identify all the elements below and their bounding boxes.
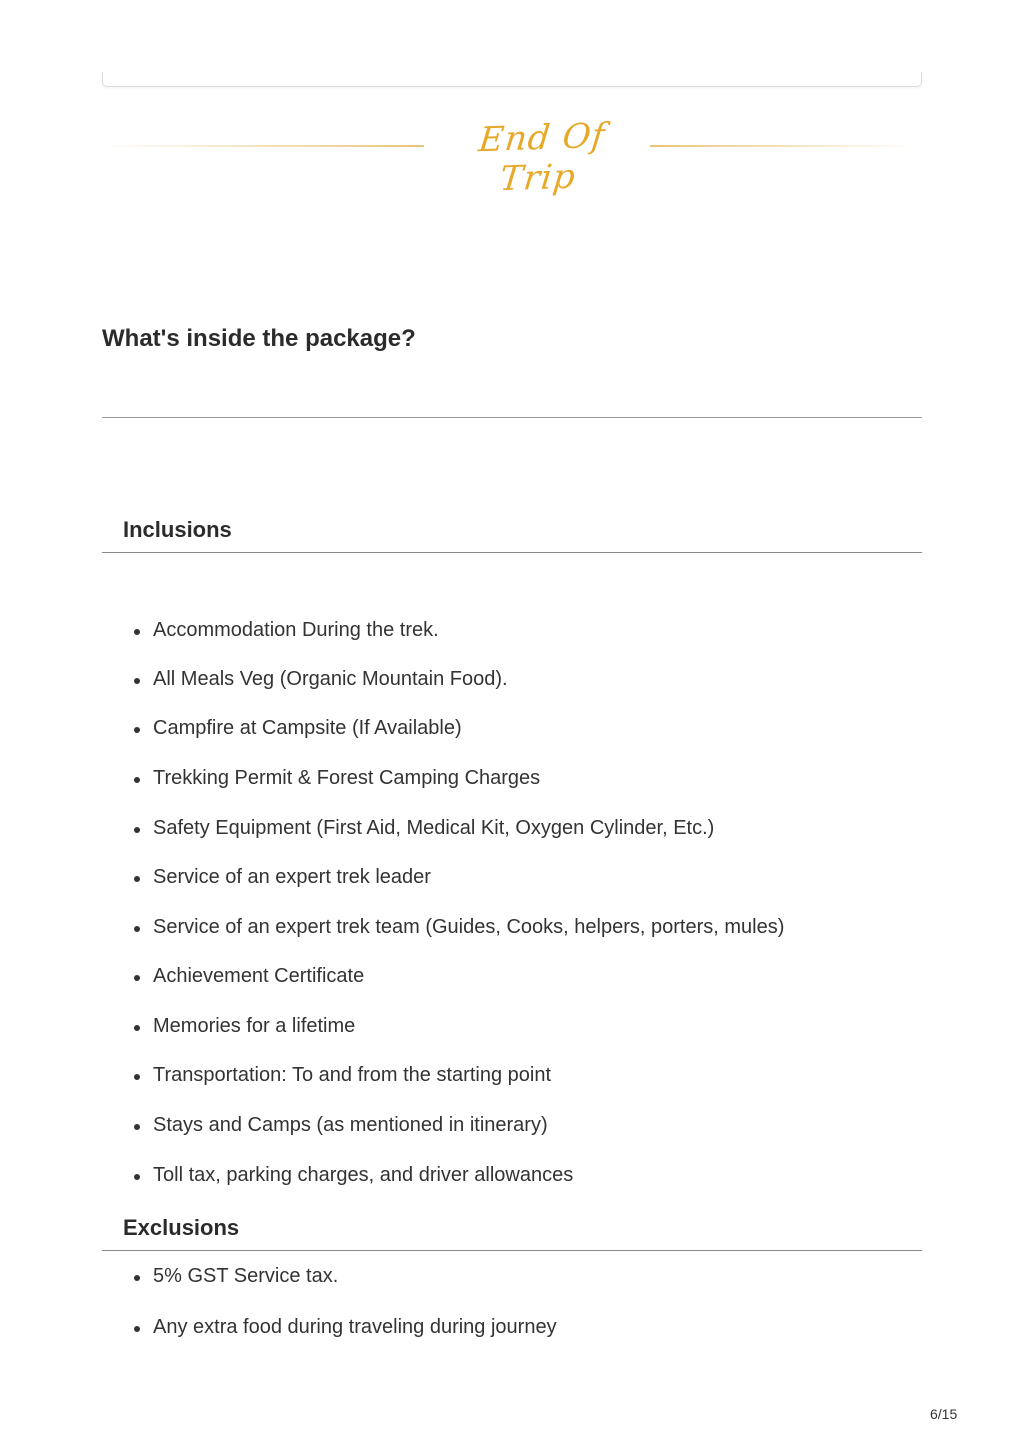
page-title: What's inside the package?: [102, 325, 416, 352]
exclusions-title: Exclusions: [123, 1215, 240, 1240]
inclusions-divider: [102, 552, 922, 553]
end-of-trip-logo: [440, 108, 640, 200]
top-card-edge: [102, 72, 922, 87]
logo-wordmark: End Of Trip: [476, 115, 608, 200]
inclusions-title: Inclusions: [123, 517, 232, 542]
bullet-icon: [134, 1074, 140, 1080]
bullet-icon: [134, 678, 140, 684]
bullet-icon: [134, 1326, 140, 1332]
bullet-icon: [134, 876, 140, 882]
logo-divider-left: [104, 145, 424, 147]
bullet-icon: [134, 1124, 140, 1130]
bullet-icon: [134, 975, 140, 981]
bullet-icon: [134, 727, 140, 733]
bullet-icon: [134, 1174, 140, 1180]
heading-divider: [102, 417, 922, 418]
bullet-icon: [134, 777, 140, 783]
bullet-icon: [134, 1025, 140, 1031]
bullet-icon: [134, 1275, 140, 1281]
bullet-icon: [134, 629, 140, 635]
page-number: 6/15: [930, 1406, 958, 1422]
bullet-icon: [134, 827, 140, 833]
bullet-icon: [134, 926, 140, 932]
logo-divider-right: [650, 145, 916, 147]
exclusions-divider: [102, 1250, 922, 1251]
